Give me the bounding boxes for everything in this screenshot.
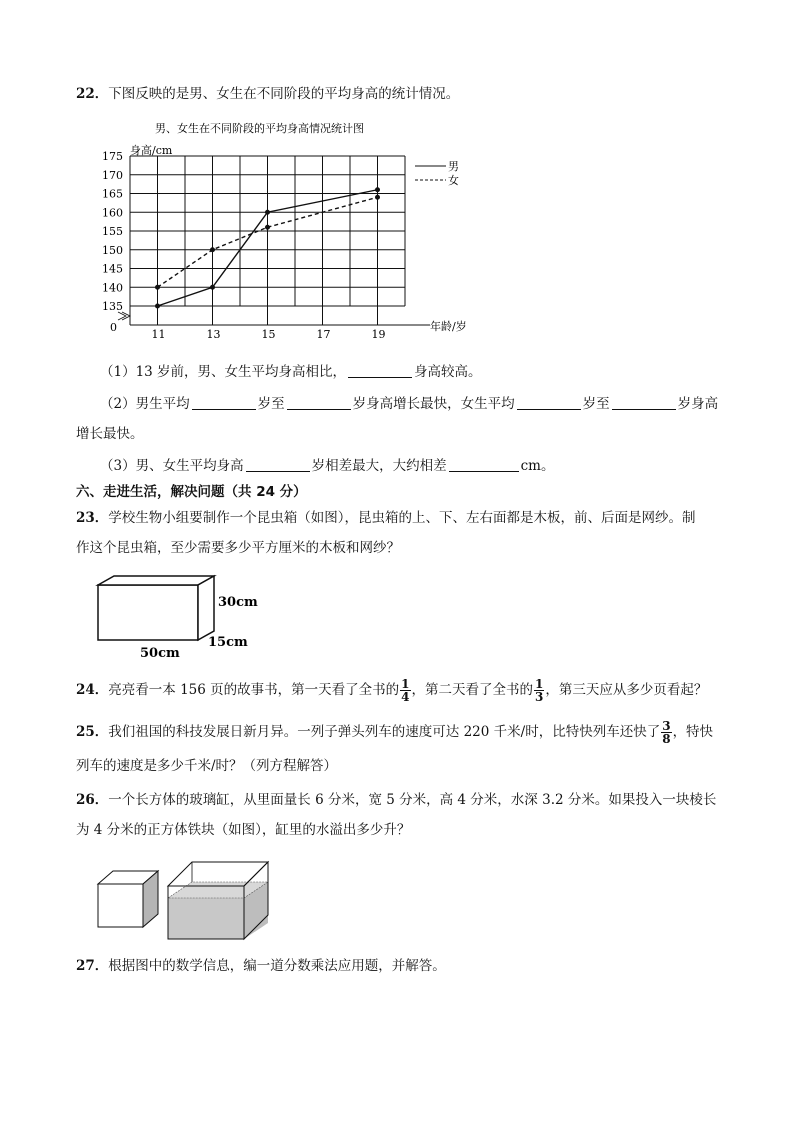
chart-grid xyxy=(130,156,405,325)
y-tick-label: 145 xyxy=(102,262,123,276)
q26-line-2: 为 4 分米的正方体铁块（如图），缸里的水溢出多少升？ xyxy=(76,822,411,838)
q25-text-2: ，特快 xyxy=(672,724,714,740)
data-point-boys xyxy=(375,187,380,192)
q24-fraction-2 xyxy=(534,678,544,703)
chart-ylabel: 身高/cm xyxy=(130,144,173,157)
q22-sub2-continued: 增长最快。 xyxy=(76,426,144,442)
q22-sub2-blank-3[interactable] xyxy=(517,395,581,410)
q24-line xyxy=(76,678,707,703)
q22-sub2-text-4: 岁至 xyxy=(582,396,610,412)
y-tick-label: 160 xyxy=(102,206,123,220)
q26-number: 26． xyxy=(76,792,109,808)
q22-number: 22． xyxy=(76,86,109,102)
x-tick-label: 17 xyxy=(316,328,331,341)
y-tick-label: 165 xyxy=(102,187,123,201)
q22-sub3-blank-1[interactable] xyxy=(246,457,310,472)
q22-prompt xyxy=(76,84,459,104)
q22-sub2-text-2: 岁至 xyxy=(257,396,285,412)
chart-xlabel: 年龄/岁 xyxy=(430,320,467,333)
q22-sub2-blank-4[interactable] xyxy=(612,395,676,410)
q22-sub2 xyxy=(100,394,718,414)
data-point-girls xyxy=(210,247,215,252)
data-point-girls xyxy=(375,195,380,200)
x-tick-label: 11 xyxy=(151,328,166,341)
q24-text-3: ，第三天应从多少页看起？ xyxy=(545,682,708,698)
q27-number: 27． xyxy=(76,958,109,974)
insect-box-figure xyxy=(90,570,270,662)
y-tick-label: 140 xyxy=(102,281,123,295)
q25-line-1 xyxy=(76,720,713,745)
q22-sub2-blank-2[interactable] xyxy=(287,395,351,410)
q22-sub1 xyxy=(100,362,482,382)
box-side xyxy=(198,576,214,640)
q25-line-2: 列车的速度是多少千米/时？（列方程解答） xyxy=(76,758,338,774)
q27-line xyxy=(76,956,446,976)
q23-number: 23． xyxy=(76,510,109,526)
section-6-title: 六、走进生活，解决问题（共 24 分） xyxy=(76,484,307,500)
data-point-boys xyxy=(265,210,270,215)
height-line-chart xyxy=(90,114,490,342)
fraction-numerator: 1 xyxy=(401,677,410,691)
q26-text-1: 一个长方体的玻璃缸，从里面量长 6 分米，宽 5 分米，高 4 分米，水深 3.2 分米。如果投入一块棱长 xyxy=(108,792,717,808)
q22-sub2-blank-1[interactable] xyxy=(192,395,256,410)
q22-sub2-text-1: （2）男生平均 xyxy=(100,396,190,412)
y-tick-label: 135 xyxy=(102,300,123,313)
data-point-boys xyxy=(155,304,160,309)
q22-sub3-text-2: 岁相差最大，大约相差 xyxy=(311,458,447,474)
q23-line-1 xyxy=(76,508,696,528)
q22-sub1-suffix: 身高较高。 xyxy=(414,364,482,380)
chart-y-origin-label: 0 xyxy=(110,321,117,334)
legend-label-girls: 女 xyxy=(448,174,459,187)
q22-sub3-text-1: （3）男、女生平均身高 xyxy=(100,458,244,474)
tank-water-front xyxy=(168,898,244,939)
box-height-label: 30cm xyxy=(218,595,258,610)
q22-sub3-blank-2[interactable] xyxy=(449,457,519,472)
y-tick-label: 170 xyxy=(102,168,123,182)
box-front xyxy=(98,585,198,640)
cube-front xyxy=(98,884,143,927)
q22-sub1-blank[interactable] xyxy=(348,363,412,378)
fraction-denominator: 8 xyxy=(662,732,671,746)
fraction-denominator: 3 xyxy=(535,690,544,704)
box-length-label: 50cm xyxy=(140,646,180,661)
q22-sub2-text-5: 岁身高 xyxy=(677,396,719,412)
chart-x-ticks xyxy=(152,328,386,341)
q26-line-1 xyxy=(76,790,716,810)
q22-sub3-text-3: cm。 xyxy=(520,458,555,474)
x-tick-label: 15 xyxy=(261,328,276,341)
y-tick-label: 175 xyxy=(102,150,123,163)
axis-break-mark xyxy=(118,312,130,320)
q25-fraction xyxy=(661,720,671,745)
q22-text: 下图反映的是男、女生在不同阶段的平均身高的统计情况。 xyxy=(108,86,460,102)
cube-and-tank-figure xyxy=(90,850,280,945)
q23-text-1: 学校生物小组要制作一个昆虫箱（如图），昆虫箱的上、下、左右面都是木板，前、后面是网纱。制 xyxy=(108,510,696,526)
y-tick-label: 155 xyxy=(102,225,123,238)
q25-text-1: 我们祖国的科技发展日新月异。一列子弹头列车的速度可达 220 千米/时，比特快列车还快了 xyxy=(108,724,661,740)
q22-sub3 xyxy=(100,456,554,476)
q24-text-2: ，第二天看了全书的 xyxy=(411,682,534,698)
q22-sub2-text-3: 岁身高增长最快，女生平均 xyxy=(352,396,515,412)
fraction-denominator: 4 xyxy=(401,690,410,704)
legend-label-boys: 男 xyxy=(448,160,459,173)
q24-text-1: 亮亮看一本 156 页的故事书，第一天看了全书的 xyxy=(108,682,400,698)
q27-text: 根据图中的数学信息，编一道分数乘法应用题，并解答。 xyxy=(108,958,446,974)
x-tick-label: 13 xyxy=(206,328,221,341)
box-top xyxy=(98,576,214,585)
chart-y-ticks xyxy=(102,150,123,313)
q24-number: 24． xyxy=(76,682,109,698)
x-tick-label: 19 xyxy=(371,328,386,341)
data-point-boys xyxy=(210,285,215,290)
data-point-girls xyxy=(265,225,270,230)
q24-fraction-1 xyxy=(400,678,410,703)
chart-title: 男、女生在不同阶段的平均身高情况统计图 xyxy=(155,122,364,135)
q23-line-2: 作这个昆虫箱，至少需要多少平方厘米的木板和网纱？ xyxy=(76,540,400,556)
box-depth-label: 15cm xyxy=(208,635,248,650)
y-tick-label: 150 xyxy=(102,243,123,257)
fraction-numerator: 3 xyxy=(662,719,671,733)
q25-number: 25． xyxy=(76,724,109,740)
data-point-girls xyxy=(155,285,160,290)
fraction-numerator: 1 xyxy=(535,677,544,691)
q22-sub1-prefix: （1）13 岁前，男、女生平均身高相比， xyxy=(100,364,347,380)
